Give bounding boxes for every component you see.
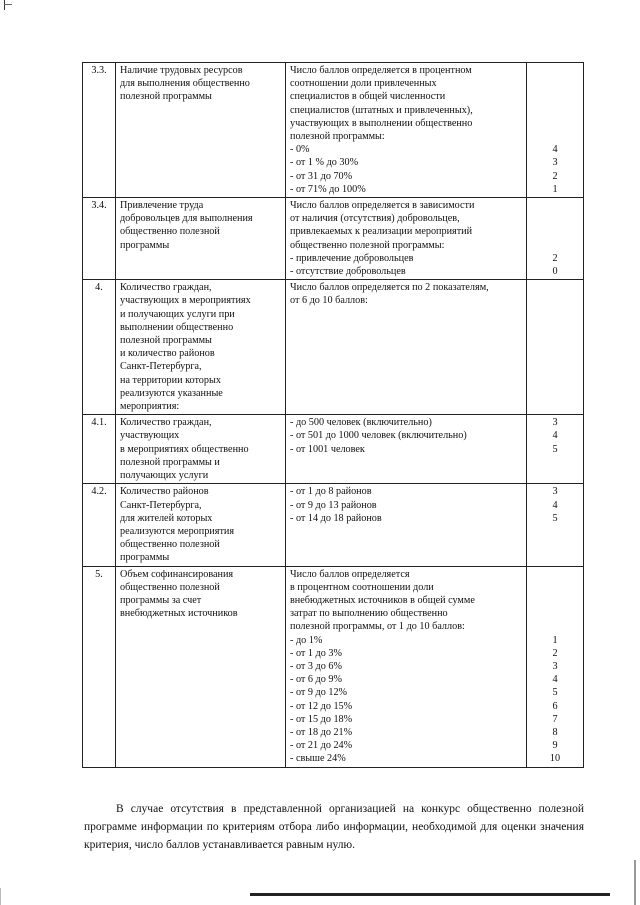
- scan-edge-mark: [634, 860, 636, 905]
- criterion-description-line: внебюджетных источников в общей сумме: [290, 594, 475, 606]
- score-value: 3: [552, 157, 558, 169]
- criterion-name-line: Количество граждан,: [120, 417, 212, 429]
- criterion-scores: [527, 63, 584, 198]
- score-value: [531, 199, 579, 212]
- score-value: 5: [552, 443, 558, 455]
- criteria-row: [83, 198, 584, 280]
- criterion-description-line: - до 1%: [290, 634, 323, 646]
- criterion-name: [116, 198, 286, 280]
- criterion-name-line: в мероприятиях общественно: [120, 443, 249, 455]
- score-value: [531, 620, 579, 633]
- criterion-scores: [527, 280, 584, 415]
- criterion-description-line: - 0%: [290, 144, 310, 156]
- criterion-description: [286, 484, 527, 566]
- criteria-row: [83, 566, 584, 767]
- criterion-description: [286, 63, 527, 198]
- score-value: 1: [552, 634, 558, 646]
- criterion-description-line: - от 1 % до 30%: [290, 157, 359, 169]
- footer-note: В случае отсутствия в представленной организацией на конкурс общественно полезной программе информации по критериям отбора либо информации, необходимой для оценки значения критерия, число баллов устанавливается равным нулю.: [84, 802, 584, 851]
- criterion-name-line: общественно полезной: [120, 539, 220, 551]
- criterion-description-line: - от 31 до 70%: [290, 170, 353, 182]
- scan-corner-mark: [4, 0, 5, 10]
- criterion-description: [286, 280, 527, 415]
- score-value: [531, 104, 579, 117]
- criterion-description-line: - до 500 человек (включительно): [290, 417, 432, 429]
- criterion-number: 5.: [83, 566, 116, 767]
- criterion-description-line: - от 9 до 13 районов: [290, 499, 377, 511]
- criterion-description-line: участвующих в выполнении общественно: [290, 117, 473, 129]
- criterion-description-line: Число баллов определяется в зависимости: [290, 200, 475, 212]
- criterion-scores: [527, 415, 584, 484]
- criterion-name-line: программы: [120, 239, 170, 251]
- criterion-name-line: Санкт-Петербурга,: [120, 499, 202, 511]
- score-value: [531, 581, 579, 594]
- score-value: 4: [552, 674, 558, 686]
- score-value: 2: [552, 252, 558, 264]
- criterion-description-line: - от 15 до 18%: [290, 713, 353, 725]
- criterion-name-line: внебюджетных источников: [120, 608, 238, 620]
- criterion-name-line: выполнении общественно: [120, 321, 234, 333]
- criterion-description-line: - от 12 до 15%: [290, 700, 353, 712]
- score-value: [531, 594, 579, 607]
- criterion-name: [116, 484, 286, 566]
- score-value: [531, 117, 579, 130]
- score-value: [531, 90, 579, 103]
- score-value: 2: [552, 170, 558, 182]
- score-value: [531, 607, 579, 620]
- criteria-row: [83, 484, 584, 566]
- score-value: 2: [552, 647, 558, 659]
- criteria-row: [83, 63, 584, 198]
- criterion-description-line: специалистов в общей численности: [290, 91, 446, 103]
- score-value: 4: [552, 430, 558, 442]
- criterion-name-line: получающих услуги: [120, 470, 209, 482]
- criterion-description-line: - от 18 до 21%: [290, 726, 353, 738]
- criterion-name-line: общественно полезной: [120, 226, 220, 238]
- criterion-description-line: Число баллов определяется: [290, 568, 410, 580]
- criterion-description-line: от наличия (отсутствия) добровольцев,: [290, 213, 460, 225]
- score-value: 6: [552, 700, 558, 712]
- criterion-number: 3.4.: [83, 198, 116, 280]
- criterion-name-line: реализуются указанные: [120, 387, 223, 399]
- criterion-name-line: Объем софинансирования: [120, 568, 234, 580]
- criterion-name-line: программы: [120, 552, 170, 564]
- criterion-description-line: - от 1 до 8 районов: [290, 486, 372, 498]
- criterion-scores: [527, 484, 584, 566]
- criterion-name-line: добровольцев для выполнения: [120, 213, 253, 225]
- criterion-name: [116, 415, 286, 484]
- criterion-description-line: - от 1 до 3%: [290, 647, 342, 659]
- criterion-description-line: затрат по выполнению общественно: [290, 608, 448, 620]
- criterion-description-line: общественно полезной программы:: [290, 239, 445, 251]
- criterion-description-line: - от 71% до 100%: [290, 183, 366, 195]
- criterion-name-line: и количество районов: [120, 348, 215, 360]
- criterion-description-line: полезной программы:: [290, 131, 385, 143]
- criteria-row: [83, 280, 584, 415]
- criterion-name-line: общественно полезной: [120, 581, 220, 593]
- criterion-description-line: от 6 до 10 баллов:: [290, 295, 368, 307]
- criterion-name-line: программы за счет: [120, 594, 202, 606]
- criterion-name-line: полезной программы: [120, 91, 212, 103]
- score-value: 1: [552, 183, 558, 195]
- criterion-description-line: - от 21 до 24%: [290, 740, 353, 752]
- criterion-name-line: для жителей которых: [120, 512, 213, 524]
- score-value: 3: [552, 417, 558, 429]
- criterion-name-line: для выполнения общественно: [120, 78, 250, 90]
- criterion-description-line: - от 1001 человек: [290, 443, 365, 455]
- criterion-description-line: полезной программы, от 1 до 10 баллов:: [290, 621, 465, 633]
- score-value: [531, 77, 579, 90]
- criterion-number: 3.3.: [83, 63, 116, 198]
- score-value: 3: [552, 660, 558, 672]
- score-value: [531, 130, 579, 143]
- score-value: 9: [552, 740, 558, 752]
- score-value: 3: [552, 486, 558, 498]
- criteria-table-body: [83, 63, 584, 768]
- criterion-description-line: - от 14 до 18 районов: [290, 512, 382, 524]
- criterion-name-line: Санкт-Петербурга,: [120, 361, 202, 373]
- score-value: [531, 568, 579, 581]
- criterion-scores: [527, 566, 584, 767]
- score-value: 4: [552, 499, 558, 511]
- score-value: 7: [552, 713, 558, 725]
- criterion-description-line: - привлечение добровольцев: [290, 252, 414, 264]
- criterion-name: [116, 63, 286, 198]
- criterion-description-line: специалистов (штатных и привлеченных),: [290, 104, 473, 116]
- criterion-number: 4.1.: [83, 415, 116, 484]
- criterion-name: [116, 566, 286, 767]
- criterion-name-line: Наличие трудовых ресурсов: [120, 65, 243, 76]
- criterion-description-line: - свыше 24%: [290, 753, 346, 765]
- criterion-description-line: привлекаемых к реализации мероприятий: [290, 226, 473, 238]
- criterion-number: 4.2.: [83, 484, 116, 566]
- criteria-table: [82, 62, 584, 768]
- criterion-description: [286, 198, 527, 280]
- criteria-row: [83, 415, 584, 484]
- criterion-name-line: Количество районов: [120, 486, 209, 498]
- score-value: [531, 212, 579, 225]
- criterion-name-line: мероприятия:: [120, 401, 180, 413]
- score-value: [531, 225, 579, 238]
- criterion-description-line: - от 6 до 9%: [290, 674, 342, 686]
- score-value: 8: [552, 726, 558, 738]
- criterion-description-line: в процентном соотношении доли: [290, 581, 434, 593]
- criterion-description-line: - отсутствие добровольцев: [290, 266, 406, 278]
- criterion-description: [286, 566, 527, 767]
- criterion-name-line: участвующих: [120, 430, 180, 442]
- criterion-name-line: Привлечение труда: [120, 200, 204, 212]
- scan-edge-mark: [0, 888, 1, 905]
- criterion-name-line: на территории которых: [120, 374, 221, 386]
- criterion-description-line: - от 9 до 12%: [290, 687, 348, 699]
- criterion-name-line: полезной программы: [120, 335, 212, 347]
- score-value: 4: [552, 144, 558, 156]
- criterion-scores: [527, 198, 584, 280]
- criterion-name-line: участвующих в мероприятиях: [120, 295, 251, 307]
- criterion-name-line: и получающих услуги при: [120, 308, 235, 320]
- criterion-description-line: - от 501 до 1000 человек (включительно): [290, 430, 467, 442]
- score-value: 10: [549, 753, 561, 765]
- score-value: 5: [552, 687, 558, 699]
- criterion-number: 4.: [83, 280, 116, 415]
- scan-bottom-edge: [250, 893, 610, 896]
- score-value: [531, 239, 579, 252]
- criterion-name-line: полезной программы и: [120, 456, 220, 468]
- score-value: 0: [552, 266, 558, 278]
- score-value: [531, 64, 579, 77]
- score-value: 5: [552, 512, 558, 524]
- criterion-description: [286, 415, 527, 484]
- criterion-name: [116, 280, 286, 415]
- criterion-name-line: Количество граждан,: [120, 282, 212, 294]
- criterion-description-line: - от 3 до 6%: [290, 660, 342, 672]
- criterion-description-line: Число баллов определяется по 2 показателям,: [290, 282, 489, 294]
- criterion-name-line: реализуются мероприятия: [120, 525, 235, 537]
- criterion-description-line: соотношении доли привлеченных: [290, 78, 437, 90]
- scan-corner-mark: [4, 4, 12, 5]
- criterion-description-line: Число баллов определяется в процентном: [290, 65, 472, 76]
